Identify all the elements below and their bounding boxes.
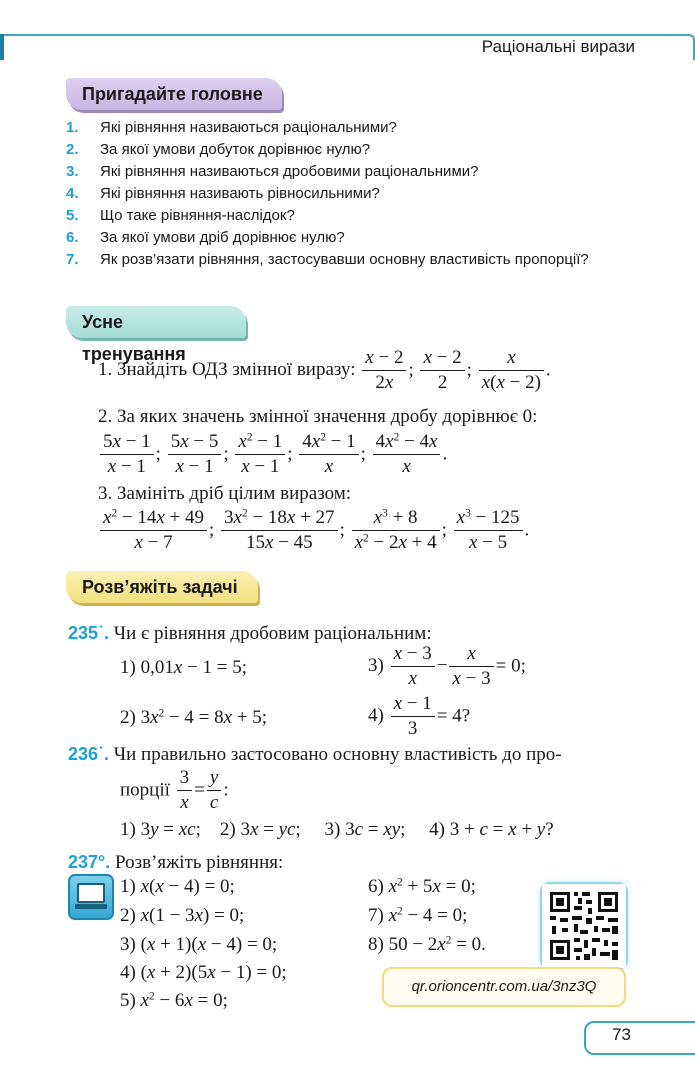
fraction: $\frac{5x - 5}{x - 1}$: [168, 430, 222, 479]
oral-task-3-text: 3. Замініть дріб цілим виразом:: [98, 483, 352, 504]
fraction: $\frac{x - 3}{x}$: [391, 642, 435, 691]
qr-link[interactable]: qr.orioncentr.com.ua/3nz3Q: [382, 967, 626, 1007]
task-235-item-2: 2) $3x^2 - 4 = 8x + 5$;: [120, 707, 268, 728]
page-number-frame: [584, 1021, 695, 1055]
fraction: $\frac{x^3 - 125}{x - 5}$: [454, 506, 523, 555]
fraction: $\frac{x}{x(x - 2)}$: [479, 346, 544, 395]
task-237-item-1: 1) x(x − 4) = 0;: [120, 876, 235, 897]
task-235-item-1: 1) 0,01x − 1 = 5;: [120, 657, 247, 678]
task-number: 235˙.: [68, 623, 110, 643]
fraction: $\frac{3}{x}$: [177, 766, 193, 815]
fraction: $\frac{y}{c}$: [207, 766, 221, 815]
fraction: $\frac{x^3 + 8}{x^2 - 2x + 4}$: [352, 506, 440, 555]
task-text: Чи правильно застосовано основну властивість до про-: [113, 744, 562, 765]
list-item: [66, 183, 636, 205]
question-text: За якої умови дріб дорівнює нулю?: [100, 229, 345, 246]
fraction: $\frac{4x^2 - 4x}{x}$: [373, 430, 441, 479]
question-text: Які рівняння називаються раціональними?: [100, 119, 397, 136]
fraction: $\frac{x^2 - 1}{x - 1}$: [235, 430, 285, 479]
list-item: [66, 205, 636, 227]
qr-code[interactable]: [540, 882, 628, 970]
fraction: $\frac{x - 2}{2x}$: [362, 346, 406, 395]
task-236-proportion: порції $\frac{3}{x}$ = $\frac{y}{c}$ :: [120, 767, 229, 813]
question-number: 2.: [66, 141, 79, 158]
section-badge-solve: Розв’яжіть задачі: [66, 571, 258, 603]
question-number: 3.: [66, 163, 79, 180]
question-text: За якої умови добуток дорівнює нулю?: [100, 141, 371, 158]
computer-icon: [68, 874, 114, 920]
list-item: [66, 227, 636, 249]
task-236-heading: [68, 741, 562, 768]
task-237-heading: [68, 849, 283, 876]
question-number: 5.: [66, 207, 79, 224]
oral-task-1-text: 1. Знайдіть ОДЗ змінної виразу:: [98, 358, 356, 380]
oral-task-3-fractions: $\frac{x^2 - 14x + 49}{x - 7}$ ; $\frac{3x^2 - 18x + 27}{15x - 45}$ ; $\frac{x^3 + 8}{x^2 - 2x + 4}$ ; $\frac{x^3 - 125}{x - 5}$ .: [98, 506, 529, 555]
section-badge-remember: Пригадайте головне: [66, 78, 282, 110]
task-236-options: 1) 3y = xc; 2) 3x = yc; 3) 3c = xy; 4) 3 + c = x + y?: [120, 819, 554, 840]
task-number: 237°.: [68, 852, 111, 872]
task-237-item-7: 7) $x^2 - 4 = 0$;: [368, 905, 468, 926]
question-number: 4.: [66, 185, 79, 202]
question-text: Як розв’язати рівняння, застосувавши основну властивість пропорції?: [100, 251, 589, 268]
task-237-item-4: 4) (x + 2)(5x − 1) = 0;: [120, 962, 287, 983]
list-item: [66, 161, 636, 183]
task-text: Чи є рівняння дробовим раціональним:: [113, 623, 432, 644]
list-item: [66, 139, 636, 161]
list-item: [66, 117, 636, 139]
header-accent: [0, 34, 4, 60]
oral-task-1: 1. Знайдіть ОДЗ змінної виразу: $\frac{x - 2}{2x}$ ; $\frac{x - 2}{2}$ ; $\frac{x}{x(x - 2)}$ .: [98, 347, 551, 393]
fraction: $\frac{5x - 1}{x - 1}$: [100, 430, 154, 479]
task-number: 236˙.: [68, 744, 110, 764]
question-text: Які рівняння називаються дробовими раціональними?: [100, 163, 479, 180]
list-item: [66, 249, 636, 271]
question-text: Які рівняння називають рівносильними?: [100, 185, 380, 202]
task-235-item-3: 3) $\frac{x - 3}{x}$ − $\frac{x}{x - 3}$ = 0;: [368, 643, 526, 689]
task-235-item-4: 4) $\frac{x - 1}{3}$ = 4?: [368, 693, 471, 739]
oral-task-2-text: 2. За яких значень змінної значення дробу дорівнює 0:: [98, 406, 538, 427]
task-237-item-5: 5) $x^2 - 6x = 0$;: [120, 990, 228, 1011]
task-237-item-3: 3) (x + 1)(x − 4) = 0;: [120, 934, 278, 955]
oral-task-2-fractions: $\frac{5x - 1}{x - 1}$ ; $\frac{5x - 5}{x - 1}$ ; $\frac{x^2 - 1}{x - 1}$ ; $\frac{4x^2 - 1}{x}$ ; $\frac{4x^2 - 4x}{x}$ .: [98, 430, 447, 479]
task-237-item-8: 8) $50 - 2x^2 = 0$.: [368, 934, 486, 955]
fraction: $\frac{x^2 - 14x + 49}{x - 7}$: [100, 506, 207, 555]
running-header: [0, 34, 695, 60]
question-number: 7.: [66, 251, 79, 268]
task-237-item-6: 6) $x^2 + 5x = 0$;: [368, 876, 476, 897]
fraction: $\frac{x}{x - 3}$: [449, 642, 493, 691]
task-237-item-2: 2) x(1 − 3x) = 0;: [120, 905, 245, 926]
question-text: Що таке рівняння-наслідок?: [100, 207, 295, 224]
section-badge-oral: Усне тренування: [66, 306, 246, 338]
question-number: 1.: [66, 119, 79, 136]
review-question-list: [66, 117, 636, 271]
page-number: 73: [612, 1025, 631, 1044]
fraction: $\frac{x - 2}{2}$: [420, 346, 464, 395]
fraction: $\frac{4x^2 - 1}{x}$: [299, 430, 358, 479]
fraction: $\frac{x - 1}{3}$: [391, 692, 435, 741]
task-text: Розв’яжіть рівняння:: [114, 852, 284, 873]
fraction: $\frac{3x^2 - 18x + 27}{15x - 45}$: [221, 506, 338, 555]
question-number: 6.: [66, 229, 79, 246]
header-title: Раціональні вирази: [481, 37, 635, 56]
task-text-continued: порції: [120, 779, 170, 801]
